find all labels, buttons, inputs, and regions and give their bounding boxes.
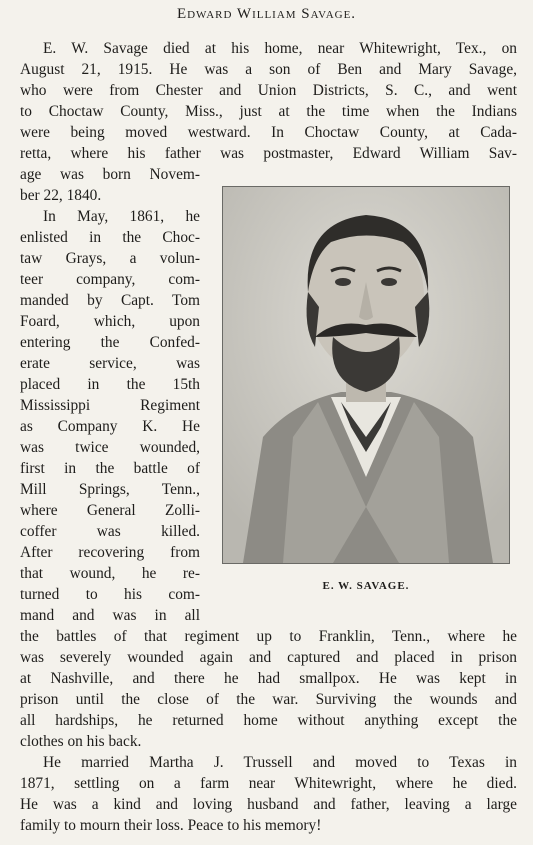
- text-line: was severely wounded again and captured and placed in prison: [20, 649, 517, 666]
- text-line: manded by Capt. Tom: [20, 292, 200, 309]
- text-line: Foard, which, upon: [20, 313, 200, 330]
- text-line: taw Grays, a volun-: [20, 250, 200, 267]
- text-line: enlisted in the Choc-: [20, 229, 200, 246]
- page-title: Edward William Savage.: [176, 6, 357, 22]
- text-line: entering the Confed-: [20, 334, 200, 351]
- text-line: ber 22, 1840.: [20, 187, 102, 204]
- text-line: He married Martha J. Trussell and moved to Texas in: [43, 754, 517, 771]
- text-line: erate service, was: [20, 355, 200, 372]
- text-line: Mississippi Regiment: [20, 397, 200, 414]
- text-line: family to mourn their loss. Peace to his memory!: [20, 817, 322, 834]
- text-line: turned to his com-: [20, 586, 200, 603]
- text-line: first in the battle of: [20, 460, 200, 477]
- text-line: who were from Chester and Union Districts, S. C., and went: [20, 82, 517, 99]
- text-line: as Company K. He: [20, 418, 200, 435]
- text-line: clothes on his back.: [20, 733, 142, 750]
- text-line: retta, where his father was postmaster, Edward William Sav-: [20, 145, 517, 162]
- photo-caption: E. W. SAVAGE.: [322, 580, 410, 592]
- text-line: teer company, com-: [20, 271, 200, 288]
- text-line: that wound, he re-: [20, 565, 200, 582]
- text-line: at Nashville, and there he had smallpox. He was kept in: [20, 670, 517, 687]
- portrait-photo: [222, 186, 510, 564]
- text-line: coffer was killed.: [20, 523, 200, 540]
- text-line: August 21, 1915. He was a son of Ben and Mary Savage,: [20, 61, 517, 78]
- text-line: placed in the 15th: [20, 376, 200, 393]
- text-line: E. W. Savage died at his home, near Whitewright, Tex., on: [43, 40, 517, 57]
- text-line: Mill Springs, Tenn.,: [20, 481, 200, 498]
- text-line: In May, 1861, he: [43, 208, 200, 225]
- text-line: to Choctaw County, Miss., just at the time when the Indians: [20, 103, 517, 120]
- text-line: where General Zolli-: [20, 502, 200, 519]
- text-line: He was a kind and loving husband and father, leaving a large: [20, 796, 517, 813]
- text-line: was twice wounded,: [20, 439, 200, 456]
- text-line: were being moved westward. In Choctaw County, at Cada-: [20, 124, 517, 141]
- text-line: the battles of that regiment up to Franklin, Tenn., where he: [20, 628, 517, 645]
- text-line: prison until the close of the war. Surviving the wounds and: [20, 691, 517, 708]
- text-line: After recovering from: [20, 544, 200, 561]
- text-line: mand and was in all: [20, 607, 200, 624]
- text-line: all hardships, he returned home without anything except the: [20, 712, 517, 729]
- text-line: age was born Novem-: [20, 166, 200, 183]
- text-line: 1871, settling on a farm near Whitewright, where he died.: [20, 775, 517, 792]
